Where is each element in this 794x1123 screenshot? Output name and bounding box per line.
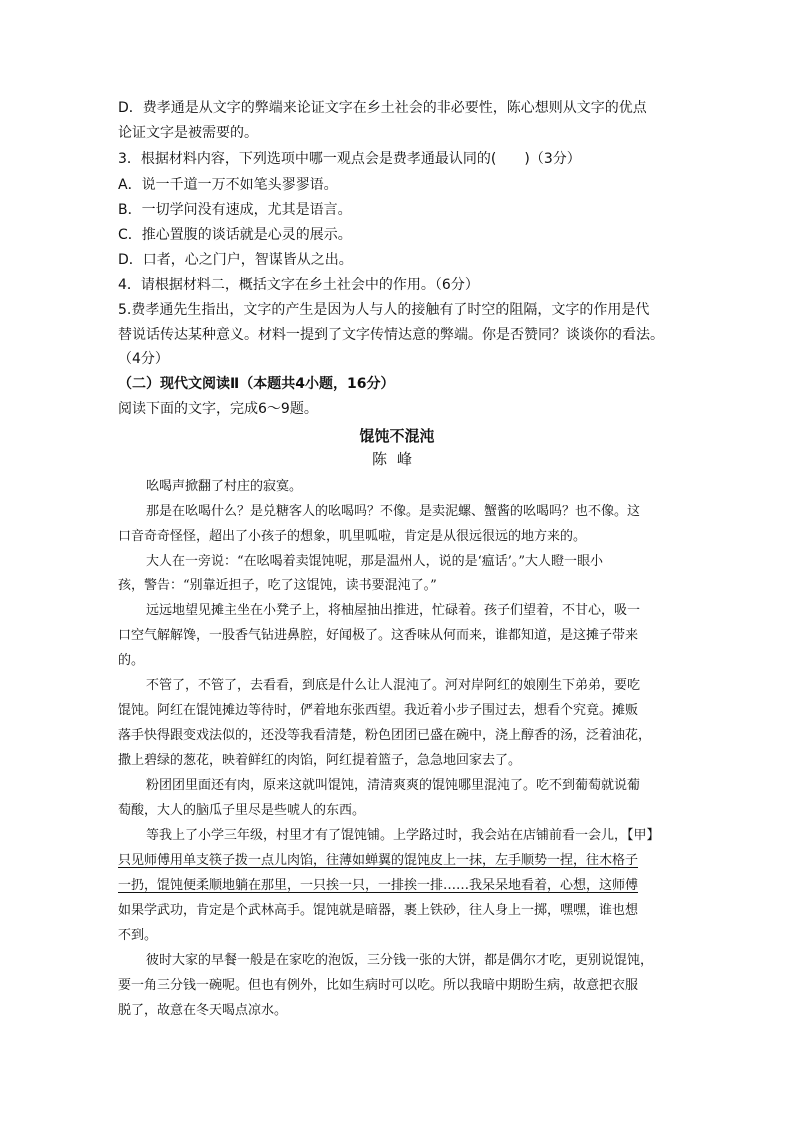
paragraph-5-line-2: 馄饨。阿红在馄饨摊边等待时，俨着地东张西望。我近着小步子围过去，想看个究竟。摊贩 xyxy=(118,703,639,718)
paragraph-2-line-1: 那是在吆喝什么？是兑糖客人的吆喝吗？不像。是卖泥螺、蟹酱的吆喝吗？也不像。这 xyxy=(146,504,641,519)
paragraph-6-line-2: 萄酸，大人的脑瓜子里尽是些唬人的东西。 xyxy=(118,803,366,818)
paragraph-8-line-2: 要一角三分钱一碗呢。但也有例外，比如生病时可以吃。所以我暗中期盼生病，故意把衣服 xyxy=(118,978,639,993)
paragraph-7-line-1: 等我上了小学三年级，村里才有了馄饨铺。上学路过时，我会站在店铺前看一会儿，【甲】 xyxy=(146,828,660,843)
paragraph-2-line-2: 口音奇奇怪怪，超出了小孩子的想象，叽里呱啦，肯定是从很远很远的地方来的。 xyxy=(118,529,587,544)
question-5-line-2: 替说话传达某种意义。材料一提到了文字传情达意的弊端。你是否赞同？谈谈你的看法。 xyxy=(118,327,664,343)
paragraph-5-line-4: 撒上碧绿的葱花，映着鲜红的肉馅，阿红提着篮子，急急地回家去了。 xyxy=(118,753,522,768)
question-5-line-1: 5.费孝通先生指出，文字的产生是因为人与人的接触有了时空的阻隔，文字的作用是代 xyxy=(118,302,650,318)
paragraph-1-line-1: 吆喝声掀翻了村庄的寂寞。 xyxy=(146,479,303,494)
question-3-option-d: D．口者，心之门户，智谋皆从之出。 xyxy=(118,252,353,268)
question-3-option-a: A．说一千道一万不如笔头翏翏语。 xyxy=(118,177,338,193)
paragraph-3-line-2: 孩，警告：“别靠近担子，吃了这馄饨，读书要混沌了。” xyxy=(118,578,437,593)
section-heading: （二）现代文阅读Ⅱ（本题共4小题，16分） xyxy=(118,376,395,392)
option-d-line-2: 论证文字是被需要的。 xyxy=(118,125,258,141)
paragraph-8-line-3: 脱了，故意在冬天喝点凉水。 xyxy=(118,1003,288,1018)
paragraph-7-line-2: 只见师傅用单支筷子拨一点儿肉馅，往薄如蝉翼的馄饨皮上一抹，左手顺势一捏，往木格子 xyxy=(118,853,639,868)
question-5-line-3: （4分） xyxy=(118,351,169,367)
paragraph-5-line-1: 不管了，不管了，去看看，到底是什么让人混沌了。河对岸阿红的娘刚生下弟弟，要吃 xyxy=(146,678,641,693)
question-3-option-c: C．推心置腹的谈话就是心灵的展示。 xyxy=(118,227,352,243)
paragraph-4-line-1: 远远地望见摊主坐在小凳子上，将柚屋抽出推进，忙碌着。孩子们望着，不甘心，吸一 xyxy=(146,603,641,618)
question-4: 4．请根据材料二，概括文字在乡土社会中的作用。（6分） xyxy=(118,277,479,293)
paragraph-4-line-2: 口空气解解馋，一股香气钻进鼻腔，好闻极了。这香味从何而来，谁都知道，是这摊子带来 xyxy=(118,628,639,643)
paragraph-3-line-1: 大人在一旁说：“在吆喝着卖馄饨呢，那是温州人，说的是‘瘟话’。”大人瞪一眼小 xyxy=(146,554,604,569)
question-3-stem: 3．根据材料内容，下列选项中哪一观点会是费孝通最认同的( )（3分） xyxy=(118,151,581,167)
option-d-line-1: D．费孝通是从文字的弊端来论证文字在乡土社会的非必要性，陈心想则从文字的优点 xyxy=(118,100,647,116)
paragraph-7-line-5: 不到。 xyxy=(118,928,158,943)
article-title: 馄饨不混沌 xyxy=(359,427,435,445)
section-instruction: 阅读下面的文字，完成6～9题。 xyxy=(118,401,318,417)
paragraph-4-line-3: 的。 xyxy=(118,653,145,668)
paragraph-5-line-3: 落手快得跟变戏法似的，还没等我看清楚，粉色团团已盛在碗中，浇上醇香的汤，泛着油花， xyxy=(118,728,652,743)
article-author: 陈峰 xyxy=(371,450,422,468)
question-3-option-b: B．一切学问没有速成，尤其是语言。 xyxy=(118,202,352,218)
paragraph-6-line-1: 粉团团里面还有肉，原来这就叫馄饨，清清爽爽的馄饨哪里混沌了。吃不到葡萄就说葡 xyxy=(146,778,641,793)
paragraph-7-line-4: 如果学武功，肯定是个武林高手。馄饨就是暗器，裹上铁砂，往人身上一掷，嘿嘿，谁也想 xyxy=(118,903,639,918)
paragraph-8-line-1: 彼时大家的早餐一般是在家吃的泡饭，三分钱一张的大饼，都是偶尔才吃，更别说馄饨， xyxy=(146,953,654,968)
paragraph-7-line-3: 一扔，馄饨便柔顺地躺在那里，一只挨一只，一排挨一排……我呆呆地看着，心想，这师傅 xyxy=(118,878,639,893)
